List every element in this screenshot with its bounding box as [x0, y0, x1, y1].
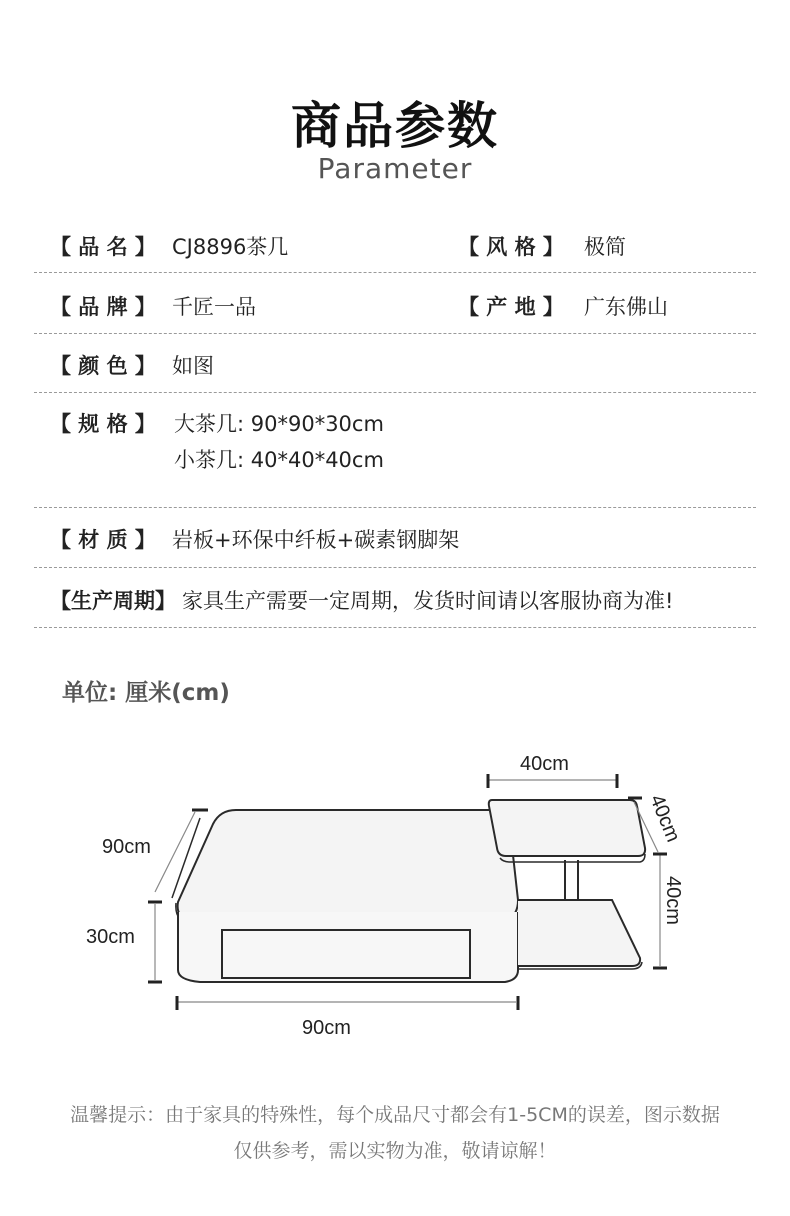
param-row-color [34, 333, 756, 393]
param-row-brand-origin [34, 272, 756, 334]
large-depth-label: 90cm [102, 836, 151, 858]
color-label: 【 颜 色 】 [50, 354, 156, 378]
small-height-label: 40cm [662, 876, 684, 925]
unit-note: 单位: 厘米(cm) [62, 680, 230, 706]
footer-note-line-2: 仅供参考，需以实物为准，敬请谅解！ [233, 1140, 557, 1162]
small-width-label: 40cm [520, 753, 569, 775]
brand-value: 千匠一品 [172, 295, 256, 319]
material-label: 【 材 质 】 [50, 528, 156, 552]
style-value: 极简 [584, 235, 626, 259]
name-value: CJ8896茶几 [172, 235, 289, 259]
spec-value-large: 大茶几: 90*90*30cm [174, 412, 384, 436]
spec-label: 【 规 格 】 [50, 412, 156, 436]
page-title: 商品参数 [291, 97, 499, 155]
large-table-illustration [172, 810, 520, 982]
material-value: 岩板+环保中纤板+碳素钢脚架 [172, 528, 460, 552]
dimension-diagram [0, 740, 790, 1040]
page-subtitle: Parameter [317, 152, 473, 185]
origin-label: 【 产 地 】 [458, 295, 564, 319]
cycle-value: 家具生产需要一定周期，发货时间请以客服协商为准! [182, 589, 674, 613]
footer-note-line-1: 温馨提示：由于家具的特殊性，每个成品尺寸都会有1-5CM的误差，图示数据 [70, 1104, 720, 1126]
brand-label: 【 品 牌 】 [50, 295, 156, 319]
param-row-name-style [34, 218, 756, 273]
param-row-material [34, 507, 756, 568]
param-row-cycle [34, 567, 756, 628]
small-depth-label: 40cm [645, 791, 685, 846]
large-height-label: 30cm [86, 926, 135, 948]
spec-value-small: 小茶几: 40*40*40cm [174, 448, 384, 472]
param-row-spec [34, 392, 756, 508]
origin-value: 广东佛山 [584, 295, 668, 319]
large-width-label: 90cm [302, 1017, 351, 1039]
cycle-label: 【生产周期】 [50, 589, 176, 613]
name-label: 【 品 名 】 [50, 235, 156, 259]
style-label: 【 风 格 】 [458, 235, 564, 259]
color-value: 如图 [172, 354, 214, 378]
